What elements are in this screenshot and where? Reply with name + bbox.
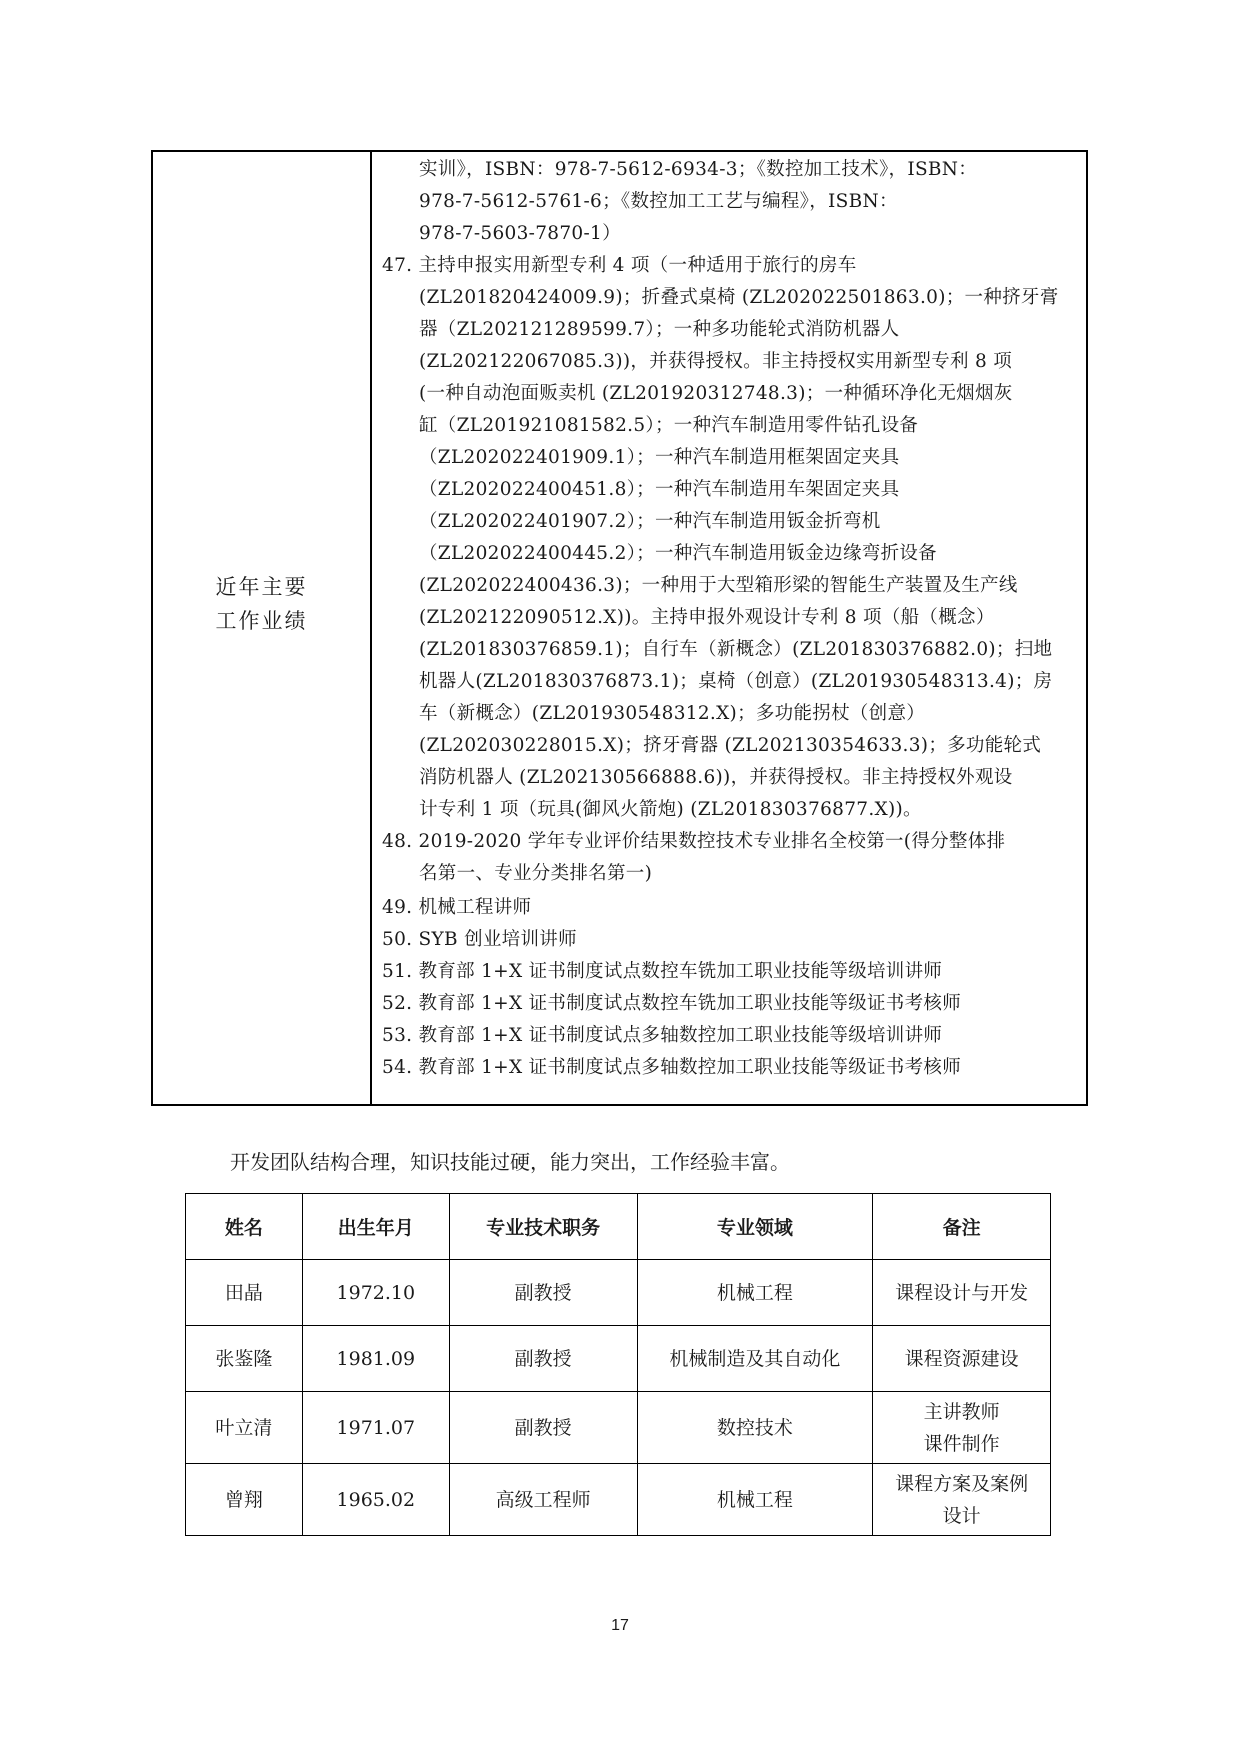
achievements-content-cell bbox=[372, 152, 1086, 1104]
achievement-line: （ZL202022400445.2）；一种汽车制造用钣金边缘弯折设备 bbox=[419, 543, 937, 564]
cell-birth: 1971.07 bbox=[302, 1392, 449, 1464]
achievement-line: 48. 2019-2020 学年专业评价结果数控技术专业排名全校第一(得分整体排 bbox=[382, 831, 1006, 852]
header-title: 专业技术职务 bbox=[449, 1194, 637, 1260]
achievement-line: 实训》，ISBN：978-7-5612-6934-3；《数控加工技术》，ISBN： bbox=[419, 159, 978, 180]
achievements-table bbox=[151, 150, 1088, 1106]
achievement-line: 49. 机械工程讲师 bbox=[382, 897, 532, 918]
header-name: 姓名 bbox=[186, 1194, 303, 1260]
cell-title: 副教授 bbox=[449, 1326, 637, 1392]
section-label-cell bbox=[153, 152, 372, 1104]
note-line: 课件制作 bbox=[923, 1432, 1000, 1455]
note-line: 课程资源建设 bbox=[904, 1347, 1019, 1370]
team-table bbox=[185, 1193, 1051, 1536]
intro-paragraph: 开发团队结构合理，知识技能过硬，能力突出，工作经验丰富。 bbox=[230, 1150, 790, 1174]
achievement-line: (一种自动泡面贩卖机 (ZL201920312748.3)；一种循环净化无烟烟灰 bbox=[419, 383, 1013, 404]
header-birth: 出生年月 bbox=[302, 1194, 449, 1260]
header-note: 备注 bbox=[873, 1194, 1051, 1260]
achievement-line: 978-7-5612-5761-6；《数控加工工艺与编程》，ISBN： bbox=[419, 191, 898, 212]
achievement-line: 51. 教育部 1+X 证书制度试点数控车铣加工职业技能等级培训讲师 bbox=[382, 961, 943, 982]
section-label bbox=[153, 570, 370, 638]
table-row bbox=[186, 1326, 1051, 1392]
note-line: 课程方案及案例 bbox=[895, 1472, 1029, 1495]
cell-field: 数控技术 bbox=[637, 1392, 873, 1464]
page-number: 17 bbox=[611, 1617, 629, 1634]
cell-note bbox=[873, 1326, 1051, 1392]
achievement-line: 器（ZL202121289599.7）；一种多功能轮式消防机器人 bbox=[419, 319, 900, 340]
achievement-line: (ZL201820424009.9)；折叠式桌椅 (ZL202022501863.0)；一种挤牙膏 bbox=[419, 287, 1059, 308]
cell-title: 副教授 bbox=[449, 1260, 637, 1326]
achievement-line: (ZL202030228015.X)；挤牙膏器 (ZL202130354633.3)；多功能轮式 bbox=[419, 735, 1042, 756]
cell-note bbox=[873, 1464, 1051, 1536]
header-field: 专业领域 bbox=[637, 1194, 873, 1260]
achievement-line: (ZL202122090512.X))。主持申报外观设计专利 8 项（船（概念） bbox=[419, 607, 995, 628]
table-row bbox=[186, 1392, 1051, 1464]
achievement-line: （ZL202022401909.1）；一种汽车制造用框架固定夹具 bbox=[419, 447, 900, 468]
cell-field: 机械工程 bbox=[637, 1260, 873, 1326]
cell-birth: 1981.09 bbox=[302, 1326, 449, 1392]
achievement-line: 车（新概念）(ZL201930548312.X)；多功能拐杖（创意） bbox=[419, 703, 926, 724]
cell-field: 机械工程 bbox=[637, 1464, 873, 1536]
section-label-line: 近年主要 bbox=[215, 575, 308, 599]
achievement-line: (ZL202122067085.3))，并获得授权。非主持授权实用新型专利 8 项 bbox=[419, 351, 1013, 372]
achievement-line: (ZL202022400436.3)；一种用于大型箱形梁的智能生产装置及生产线 bbox=[419, 575, 1018, 596]
achievement-line: 52. 教育部 1+X 证书制度试点数控车铣加工职业技能等级证书考核师 bbox=[382, 993, 962, 1014]
achievement-line: (ZL201830376859.1)；自行车（新概念）(ZL201830376882.0)；扫地 bbox=[419, 639, 1053, 660]
cell-name: 田晶 bbox=[186, 1260, 303, 1326]
table-header-row bbox=[186, 1194, 1051, 1260]
note-line: 课程设计与开发 bbox=[895, 1281, 1029, 1304]
achievement-line: 机器人(ZL201830376873.1)；桌椅（创意）(ZL201930548313.4)；房 bbox=[419, 671, 1053, 692]
note-line: 主讲教师 bbox=[923, 1400, 1000, 1423]
achievement-line: 计专利 1 项（玩具(御风火箭炮) (ZL201830376877.X))。 bbox=[419, 799, 922, 820]
achievement-line: 54. 教育部 1+X 证书制度试点多轴数控加工职业技能等级证书考核师 bbox=[382, 1057, 962, 1078]
achievement-line: （ZL202022400451.8）；一种汽车制造用车架固定夹具 bbox=[419, 479, 900, 500]
note-line: 设计 bbox=[942, 1504, 981, 1527]
achievement-line: （ZL202022401907.2）；一种汽车制造用钣金折弯机 bbox=[419, 511, 881, 532]
achievement-line: 53. 教育部 1+X 证书制度试点多轴数控加工职业技能等级培训讲师 bbox=[382, 1025, 943, 1046]
achievement-line: 50. SYB 创业培训讲师 bbox=[382, 929, 577, 950]
cell-birth: 1972.10 bbox=[302, 1260, 449, 1326]
table-row bbox=[186, 1260, 1051, 1326]
cell-note bbox=[873, 1392, 1051, 1464]
achievement-line: 名第一、专业分类排名第一) bbox=[419, 863, 653, 884]
achievement-line: 缸（ZL201921081582.5）；一种汽车制造用零件钻孔设备 bbox=[419, 415, 919, 436]
cell-name: 曾翔 bbox=[186, 1464, 303, 1536]
achievement-line: 消防机器人 (ZL202130566888.6))，并获得授权。非主持授权外观设 bbox=[419, 767, 1013, 788]
cell-note bbox=[873, 1260, 1051, 1326]
cell-name: 叶立清 bbox=[186, 1392, 303, 1464]
cell-title: 高级工程师 bbox=[449, 1464, 637, 1536]
table-row bbox=[186, 1464, 1051, 1536]
cell-title: 副教授 bbox=[449, 1392, 637, 1464]
section-label-line: 工作业绩 bbox=[215, 609, 308, 633]
achievement-line: 978-7-5603-7870-1） bbox=[419, 223, 621, 244]
cell-field: 机械制造及其自动化 bbox=[637, 1326, 873, 1392]
cell-name: 张鉴隆 bbox=[186, 1326, 303, 1392]
cell-birth: 1965.02 bbox=[302, 1464, 449, 1536]
achievement-line: 47. 主持申报实用新型专利 4 项（一种适用于旅行的房车 bbox=[382, 255, 857, 276]
